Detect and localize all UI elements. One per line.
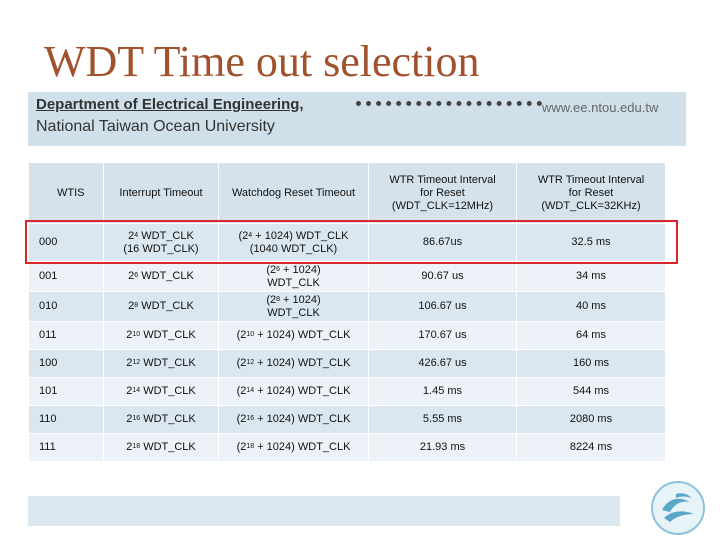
interrupt-exponent: 16 (132, 415, 141, 422)
interrupt-unit: WDT_CLK (138, 300, 194, 312)
header-wtis: WTIS (29, 163, 104, 224)
cell-watchdog-reset-timeout (219, 292, 369, 322)
cell-interrupt-timeout (104, 378, 219, 406)
cell-watchdog-reset-timeout (219, 322, 369, 350)
cell-wtr-12mhz (369, 292, 517, 322)
table-row (29, 350, 666, 378)
header-wtr-32khz-line3: (WDT_CLK=32KHz) (541, 199, 641, 212)
reset-exponent: 4 (248, 231, 253, 239)
table-row (29, 378, 666, 406)
wtr-12mhz-value: 21.93 ms (419, 441, 466, 453)
header-watchdog-reset-timeout: Watchdog Reset Timeout (219, 163, 369, 224)
cell-interrupt-timeout (104, 262, 219, 292)
header-wtr-32khz-line2: for Reset (568, 186, 614, 199)
interrupt-base: 2 (126, 329, 133, 341)
cell-wtr-32khz (517, 350, 666, 378)
table-row (29, 406, 666, 434)
cell-wtr-32khz (517, 434, 666, 462)
cell-watchdog-reset-timeout (219, 406, 369, 434)
wtr-12mhz-value: 5.55 ms (422, 413, 463, 425)
reset-expression: + 1024) WDT_CLK (254, 441, 351, 453)
reset-exponent: 14 (246, 387, 255, 394)
cell-watchdog-reset-timeout (219, 350, 369, 378)
website-url: www.ee.ntou.edu.tw (542, 100, 659, 115)
wtis-value: 001 (39, 270, 58, 282)
reset-note: WDT_CLK (267, 276, 320, 289)
footer-band (28, 496, 620, 526)
cell-wtis (29, 322, 104, 350)
table-row (29, 262, 666, 292)
cell-watchdog-reset-timeout (219, 434, 369, 462)
wtis-value: 100 (39, 357, 58, 369)
header-wtr-12mhz (369, 163, 517, 224)
interrupt-unit: WDT_CLK (140, 385, 196, 397)
reset-base: (2 (236, 413, 247, 425)
wtr-32khz-value: 64 ms (576, 329, 606, 341)
reset-expression: + 1024) (280, 293, 321, 306)
cell-wtr-32khz (517, 406, 666, 434)
interrupt-unit: WDT_CLK (138, 270, 194, 282)
reset-base: (2 (236, 385, 247, 397)
reset-base: (2 (266, 293, 277, 306)
interrupt-base: 2 (126, 357, 133, 369)
wtr-32khz-value: 40 ms (576, 300, 606, 312)
reset-base: (2 (266, 263, 277, 276)
interrupt-exponent: 4 (134, 231, 139, 239)
cell-interrupt-timeout (104, 292, 219, 322)
reset-note: WDT_CLK (267, 306, 320, 319)
wtr-32khz-value: 160 ms (572, 357, 610, 369)
interrupt-unit: WDT_CLK (140, 441, 196, 453)
reset-note: (1040 WDT_CLK) (249, 242, 338, 255)
wtis-value: 101 (39, 385, 58, 397)
reset-expression: + 1024) WDT_CLK (254, 329, 351, 341)
department-label: Department of Electrical Engineering, (36, 96, 304, 113)
reset-expression: + 1024) WDT_CLK (254, 357, 351, 369)
reset-exponent: 12 (246, 359, 255, 366)
cell-wtr-32khz (517, 322, 666, 350)
interrupt-base: 2 (126, 413, 133, 425)
wtis-value: 000 (39, 236, 58, 248)
reset-exponent: 16 (246, 415, 255, 422)
table-header-row (29, 163, 666, 224)
wtis-value: 011 (39, 329, 57, 341)
cell-wtr-12mhz (369, 322, 517, 350)
cell-interrupt-timeout (104, 406, 219, 434)
university-label: National Taiwan Ocean University (36, 118, 275, 135)
wdt-timeout-table (28, 162, 666, 462)
reset-expression: + 1024) WDT_CLK (254, 413, 351, 425)
wtis-value: 110 (39, 413, 57, 425)
table-row (29, 322, 666, 350)
reset-exponent: 10 (246, 331, 255, 338)
wtr-32khz-value: 2080 ms (569, 413, 613, 425)
interrupt-exponent: 14 (132, 387, 141, 394)
interrupt-base: 2 (128, 270, 135, 282)
wtr-32khz-value: 544 ms (572, 385, 610, 397)
header-interrupt-timeout: Interrupt Timeout (104, 163, 219, 224)
cell-wtis (29, 292, 104, 322)
table-row (29, 292, 666, 322)
interrupt-exponent: 10 (132, 331, 141, 338)
interrupt-exponent: 18 (132, 443, 141, 450)
cell-wtis (29, 262, 104, 292)
reset-exponent: 18 (246, 443, 255, 450)
cell-interrupt-timeout (104, 434, 219, 462)
cell-wtis (29, 350, 104, 378)
cell-wtr-32khz (517, 292, 666, 322)
interrupt-base: 2 (128, 229, 135, 242)
reset-base: (2 (236, 329, 247, 341)
reset-expression: + 1024) WDT_CLK (252, 229, 349, 242)
cell-wtr-12mhz (369, 406, 517, 434)
wtis-value: 010 (39, 300, 58, 312)
reset-expression: + 1024) (280, 263, 321, 276)
interrupt-unit: WDT_CLK (140, 329, 196, 341)
wtr-32khz-value: 34 ms (576, 270, 606, 282)
wtr-12mhz-value: 90.67 us (421, 270, 464, 282)
header-wtr-32khz (517, 163, 666, 224)
interrupt-unit: WDT_CLK (138, 229, 194, 242)
reset-base: (2 (236, 357, 247, 369)
wtr-12mhz-value: 86.67us (422, 236, 463, 248)
table-row (29, 434, 666, 462)
header-wtr-12mhz-line1: WTR Timeout Interval (389, 173, 496, 186)
cell-interrupt-timeout (104, 350, 219, 378)
cell-watchdog-reset-timeout (219, 378, 369, 406)
cell-wtr-12mhz (369, 378, 517, 406)
slide-title: WDT Time out selection (44, 37, 480, 86)
interrupt-unit: WDT_CLK (140, 413, 196, 425)
wtis-value: 111 (39, 441, 56, 453)
wtr-12mhz-value: 170.67 us (418, 329, 467, 341)
wtr-12mhz-value: 106.67 us (418, 300, 467, 312)
reset-exponent: 6 (276, 265, 280, 273)
interrupt-exponent: 6 (134, 272, 139, 279)
interrupt-exponent: 8 (134, 302, 139, 309)
wtr-12mhz-value: 426.67 us (418, 357, 467, 369)
cell-wtis (29, 434, 104, 462)
cell-wtr-12mhz (369, 434, 517, 462)
cell-interrupt-timeout (104, 322, 219, 350)
wtr-12mhz-value: 1.45 ms (422, 385, 463, 397)
interrupt-exponent: 12 (132, 359, 141, 366)
interrupt-base: 2 (126, 441, 133, 453)
header-wtr-32khz-line1: WTR Timeout Interval (537, 173, 645, 186)
header-wtr-12mhz-line2: for Reset (420, 186, 465, 199)
reset-base: (2 (236, 441, 247, 453)
cell-wtis (29, 406, 104, 434)
cell-watchdog-reset-timeout (219, 262, 369, 292)
cell-wtr-12mhz (369, 262, 517, 292)
wtr-32khz-value: 32.5 ms (571, 236, 611, 248)
interrupt-base: 2 (128, 300, 135, 312)
interrupt-note: (16 WDT_CLK) (123, 242, 199, 255)
ntou-wave-logo-icon (650, 480, 706, 536)
cell-wtr-12mhz (369, 350, 517, 378)
highlight-box (25, 220, 678, 264)
wtr-32khz-value: 8224 ms (569, 441, 613, 453)
cell-wtr-32khz (517, 378, 666, 406)
reset-exponent: 8 (276, 295, 280, 303)
header-wtr-12mhz-line3: (WDT_CLK=12MHz) (391, 199, 494, 212)
dotted-divider (356, 101, 542, 106)
cell-wtr-32khz (517, 262, 666, 292)
interrupt-base: 2 (126, 385, 133, 397)
cell-wtis (29, 378, 104, 406)
reset-expression: + 1024) WDT_CLK (254, 385, 351, 397)
interrupt-unit: WDT_CLK (140, 357, 196, 369)
reset-base: (2 (238, 229, 249, 242)
